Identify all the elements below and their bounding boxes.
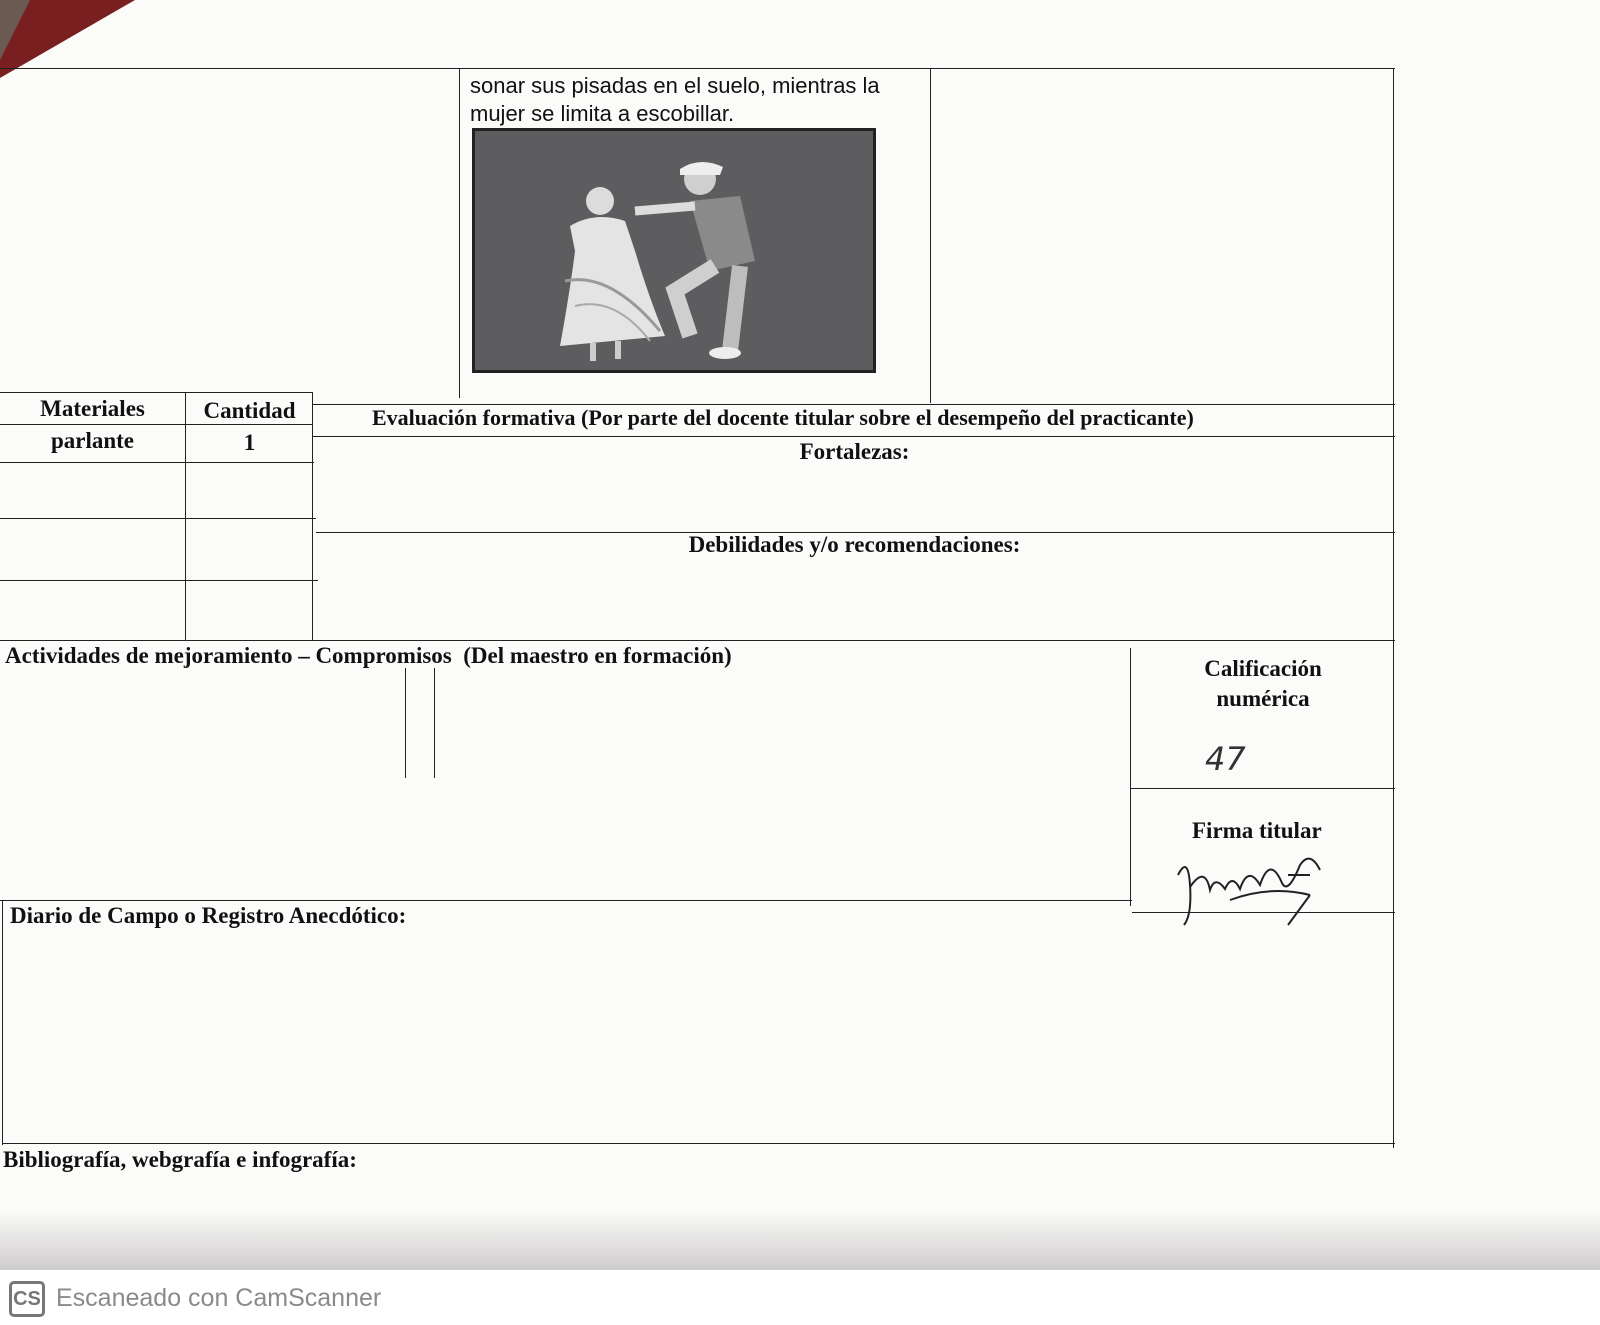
dance-description bbox=[470, 72, 920, 128]
diario-label: Diario de Campo o Registro Anecdótico: bbox=[10, 903, 407, 928]
diario-top-line-right bbox=[1132, 912, 1395, 913]
dance-description-line-1: sonar sus pisadas en el suelo, mientras la bbox=[470, 73, 880, 98]
diario-bottom-line bbox=[2, 1143, 1395, 1144]
camscanner-logo: CS bbox=[9, 1281, 45, 1317]
diario-left-border bbox=[2, 900, 3, 1145]
dance-description-line-2: mujer se limita a escobillar. bbox=[470, 101, 735, 126]
materials-col-divider bbox=[185, 392, 186, 640]
dancing-couple-photo bbox=[472, 128, 876, 373]
right-border-line bbox=[1393, 68, 1394, 1148]
calificacion-label bbox=[1132, 654, 1394, 714]
materials-right-divider bbox=[312, 392, 313, 640]
page-bottom-shadow bbox=[0, 1210, 1600, 1272]
firma-label: Firma titular bbox=[1192, 818, 1322, 843]
top-divider-left bbox=[459, 68, 460, 398]
camscanner-watermark-text: Escaneado con CamScanner bbox=[56, 1284, 382, 1312]
debilidades-label: Debilidades y/o recomendaciones: bbox=[688, 532, 1021, 557]
stray-line-2 bbox=[434, 668, 435, 778]
bibliografia-label: Bibliografía, webgrafía e infografía: bbox=[3, 1147, 357, 1172]
material-row-1-qty: 1 bbox=[243, 430, 256, 455]
material-row-1-name: parlante bbox=[50, 428, 135, 453]
stray-line-1 bbox=[405, 668, 406, 778]
calificacion-bottom-line bbox=[1130, 788, 1395, 789]
calificacion-label-line-1: Calificación bbox=[1204, 656, 1322, 681]
calificacion-label-line-2: numérica bbox=[1216, 686, 1310, 711]
evaluation-header-line bbox=[312, 436, 1395, 437]
signature-graphic bbox=[1170, 845, 1340, 930]
materials-row-2-line bbox=[0, 518, 316, 519]
materials-header-line bbox=[0, 424, 312, 425]
fortalezas-label: Fortalezas: bbox=[799, 439, 910, 464]
col-cantidad-header: Cantidad bbox=[203, 398, 296, 423]
evaluation-header: Evaluación formativa (Por parte del docente titular sobre el desempeño del practicante) bbox=[372, 405, 1194, 430]
actividades-label: Actividades de mejoramiento – Compromisos (Del maestro en formación) bbox=[5, 643, 732, 668]
evaluation-bottom-line bbox=[0, 640, 1395, 641]
calificacion-value: 47 bbox=[1205, 740, 1246, 778]
col-materiales-header: Materiales bbox=[40, 396, 145, 421]
top-divider-right bbox=[930, 68, 931, 403]
top-border-line bbox=[0, 68, 1395, 69]
materials-row-3-line bbox=[0, 580, 318, 581]
dancing-couple-illustration bbox=[475, 131, 873, 370]
materials-top-line bbox=[0, 392, 312, 393]
materials-row-1-line bbox=[0, 462, 314, 463]
calificacion-left-divider bbox=[1130, 648, 1131, 906]
diario-top-line-left bbox=[0, 900, 1132, 901]
